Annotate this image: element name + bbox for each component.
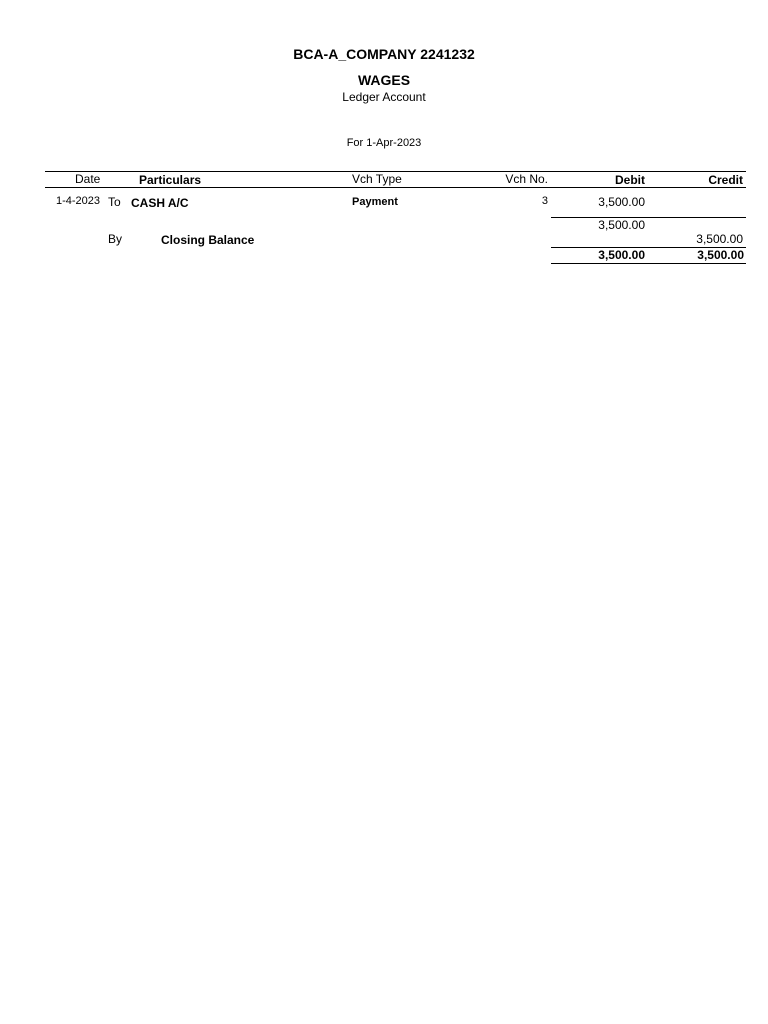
column-header-vch-no: Vch No. [505,172,548,186]
closing-particulars: Closing Balance [161,233,255,247]
column-header-credit: Credit [708,173,743,187]
entry-particulars: CASH A/C [131,196,189,210]
total-debit: 3,500.00 [598,248,645,262]
totals-bottom-rule [551,263,746,264]
entry-vch-type: Payment [352,196,398,208]
header-bottom-rule [45,187,746,188]
report-period: For 1-Apr-2023 [346,137,422,149]
entry-debit: 3,500.00 [598,195,645,209]
total-credit: 3,500.00 [697,248,744,262]
ledger-type: Ledger Account [342,90,426,104]
column-header-date: Date [75,172,101,186]
column-header-vch-type: Vch Type [352,172,402,186]
subtotal-debit: 3,500.00 [598,218,645,232]
column-header-debit: Debit [615,173,645,187]
entry-date: 1-4-2023 [56,195,101,207]
entry-prefix: To [108,195,121,209]
closing-prefix: By [108,232,123,246]
ledger-name: WAGES [357,72,411,88]
company-name: BCA-A_COMPANY 2241232 [293,46,475,62]
closing-credit: 3,500.00 [696,232,743,246]
column-header-particulars: Particulars [139,173,202,187]
entry-vch-no: 3 [541,195,548,207]
